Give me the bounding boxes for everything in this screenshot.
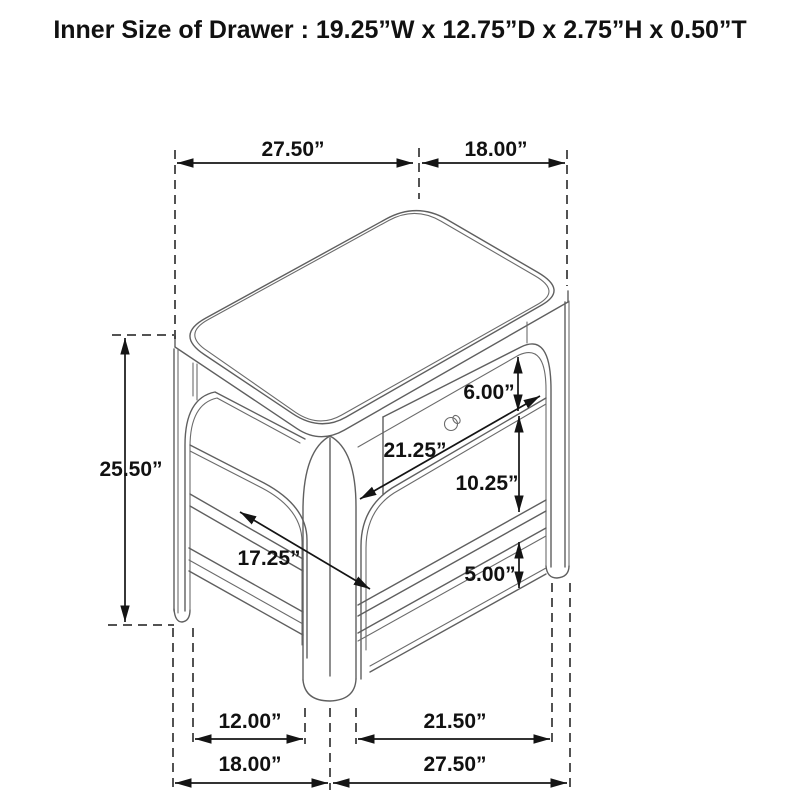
dim-drawer-width-label: 21.25” — [383, 439, 447, 462]
dim-bottom-inner-right-label: 21.50” — [423, 710, 487, 733]
dim-shelf-depth-label: 17.25” — [237, 547, 301, 570]
dim-bottom-width — [333, 753, 567, 783]
dim-top-width-label: 27.50” — [261, 138, 325, 161]
dim-top-depth-label: 18.00” — [464, 138, 528, 161]
right-leg — [546, 301, 569, 578]
dim-bottom-inner-left — [195, 710, 303, 739]
dim-opening-height — [455, 416, 519, 512]
dim-bottom-inner-right — [358, 710, 550, 739]
front-leg — [303, 436, 356, 701]
dim-top-depth — [422, 138, 565, 163]
drawer-knob — [445, 414, 462, 430]
table-drawing — [174, 211, 569, 701]
dimensions — [99, 138, 570, 790]
dim-bottom-depth-label: 18.00” — [218, 753, 282, 776]
dim-drawer-height — [463, 357, 518, 411]
page-title: Inner Size of Drawer : 19.25”W x 12.75”D x 2.75”H x 0.50”T — [53, 16, 747, 44]
dim-opening-height-label: 10.25” — [455, 472, 519, 495]
dim-bottom-inner-left-label: 12.00” — [218, 710, 282, 733]
dim-overall-height-label: 25.50” — [99, 458, 163, 481]
dim-base-rail-height-label: 5.00” — [464, 563, 516, 586]
dim-bottom-width-label: 27.50” — [423, 753, 487, 776]
dim-top-width — [177, 138, 413, 163]
shelf — [358, 500, 546, 616]
dim-bottom-depth — [175, 753, 328, 783]
dim-overall-height — [99, 338, 162, 622]
dim-drawer-height-label: 6.00” — [463, 381, 515, 404]
dim-base-rail-height — [464, 542, 519, 588]
